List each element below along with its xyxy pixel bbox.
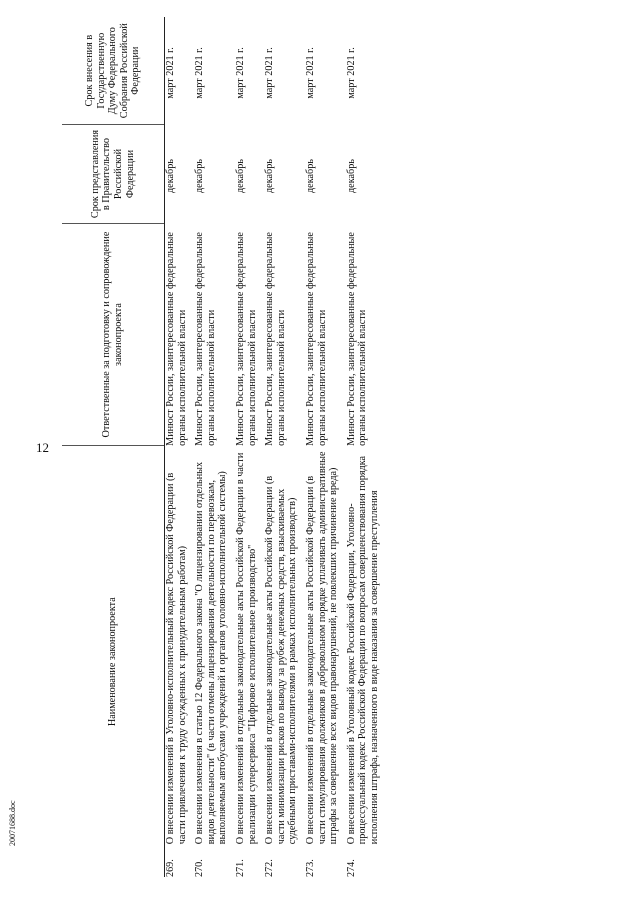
table-row <box>235 17 264 877</box>
bill-name: О внесении изменений в отдельные законодательные акты Российской Федерации в части реализации суперсервиса "Цифровое исполнительное производство" <box>234 452 258 845</box>
row-number: 271. <box>234 859 246 877</box>
bill-name: О внесении изменений в отдельные законодательные акты Российской Федерации (в части минимизации рисков по выводу за рубеж денежных средств, взыскиваемых судебными приставами-исполнителями в рамках исполнительных производств) <box>264 475 299 845</box>
table-body <box>165 17 387 877</box>
row-number: 273. <box>304 859 316 877</box>
responsible-bodies: Минюст России, заинтересованные федеральные органы исполнительной власти <box>234 232 258 446</box>
bill-name: О внесении изменений в отдельные законодательные акты Российской Федерации (в части стимулирования должников в добровольном порядке уплачивать административные штрафы за совершение всех видов правонарушений, не повлекших причинение вреда) <box>304 451 340 845</box>
gov-deadline: декабрь <box>194 159 206 194</box>
document-file-code: 20071688.doc <box>8 800 17 846</box>
duma-deadline: март 2021 г. <box>264 47 276 99</box>
row-number: 274. <box>345 859 357 877</box>
table-row <box>264 17 305 877</box>
duma-deadline: март 2021 г. <box>345 47 357 99</box>
gov-deadline: декабрь <box>345 159 357 194</box>
gov-deadline: декабрь <box>234 159 246 194</box>
row-number: 270. <box>194 859 206 877</box>
responsible-bodies: Минюст России, заинтересованные федеральные органы исполнительной власти <box>264 232 287 446</box>
responsible-bodies: Минюст России, заинтересованные федеральные органы исполнительной власти <box>345 232 369 446</box>
duma-deadline: март 2021 г. <box>234 47 246 99</box>
bill-name: О внесении изменения в статью 12 Федерального закона "О лицензировании отдельных видов деятельности" (в части отмены лицензирования деятельности по перевозкам, выполняемым автобусами учреждений и органов уголовно-исполнительной системы) <box>194 461 229 845</box>
table-header-row <box>62 17 165 877</box>
bill-name: О внесении изменений в Уголовный кодекс Российской Федерации, Уголовно-процессуальный кодекс Российской Федерации по вопросам совершенствования порядка исполнения штрафа, назначенного в виде наказания за совершение преступления <box>345 455 380 845</box>
responsible-bodies: Минюст России, заинтересованные федеральные органы исполнительной власти <box>165 232 188 446</box>
table-row <box>165 17 195 877</box>
row-number: 269. <box>165 859 176 877</box>
bill-name: О внесении изменений в Уголовно-исполнительный кодекс Российской Федерации (в части привлечения к труду осужденных к принудительным работам) <box>165 472 188 845</box>
header-gov-deadline: Срок представления в Правительство Российской Федерации <box>62 125 165 223</box>
responsible-bodies: Минюст России, заинтересованные федеральные органы исполнительной власти <box>304 232 328 446</box>
gov-deadline: декабрь <box>264 159 276 194</box>
row-number: 272. <box>264 859 276 877</box>
table-row <box>305 17 346 877</box>
duma-deadline: март 2021 г. <box>194 47 206 99</box>
gov-deadline: декабрь <box>165 159 176 194</box>
header-duma-deadline: Срок внесения в Государственную Думу Федерального Собрания Российской Федерации <box>62 17 165 125</box>
page-number: 12 <box>36 440 49 455</box>
gov-deadline: декабрь <box>304 159 316 194</box>
header-responsible: Ответственные за подготовку и сопровождение законопроекта <box>62 223 165 446</box>
responsible-bodies: Минюст России, заинтересованные федеральные органы исполнительной власти <box>194 232 217 446</box>
rotated-table-sheet <box>62 17 598 877</box>
header-bill-name: Наименование законопроекта <box>62 446 165 877</box>
duma-deadline: март 2021 г. <box>165 47 176 99</box>
table-row <box>194 17 235 877</box>
duma-deadline: март 2021 г. <box>304 47 316 99</box>
table-row <box>346 17 387 877</box>
bills-table <box>62 17 387 877</box>
